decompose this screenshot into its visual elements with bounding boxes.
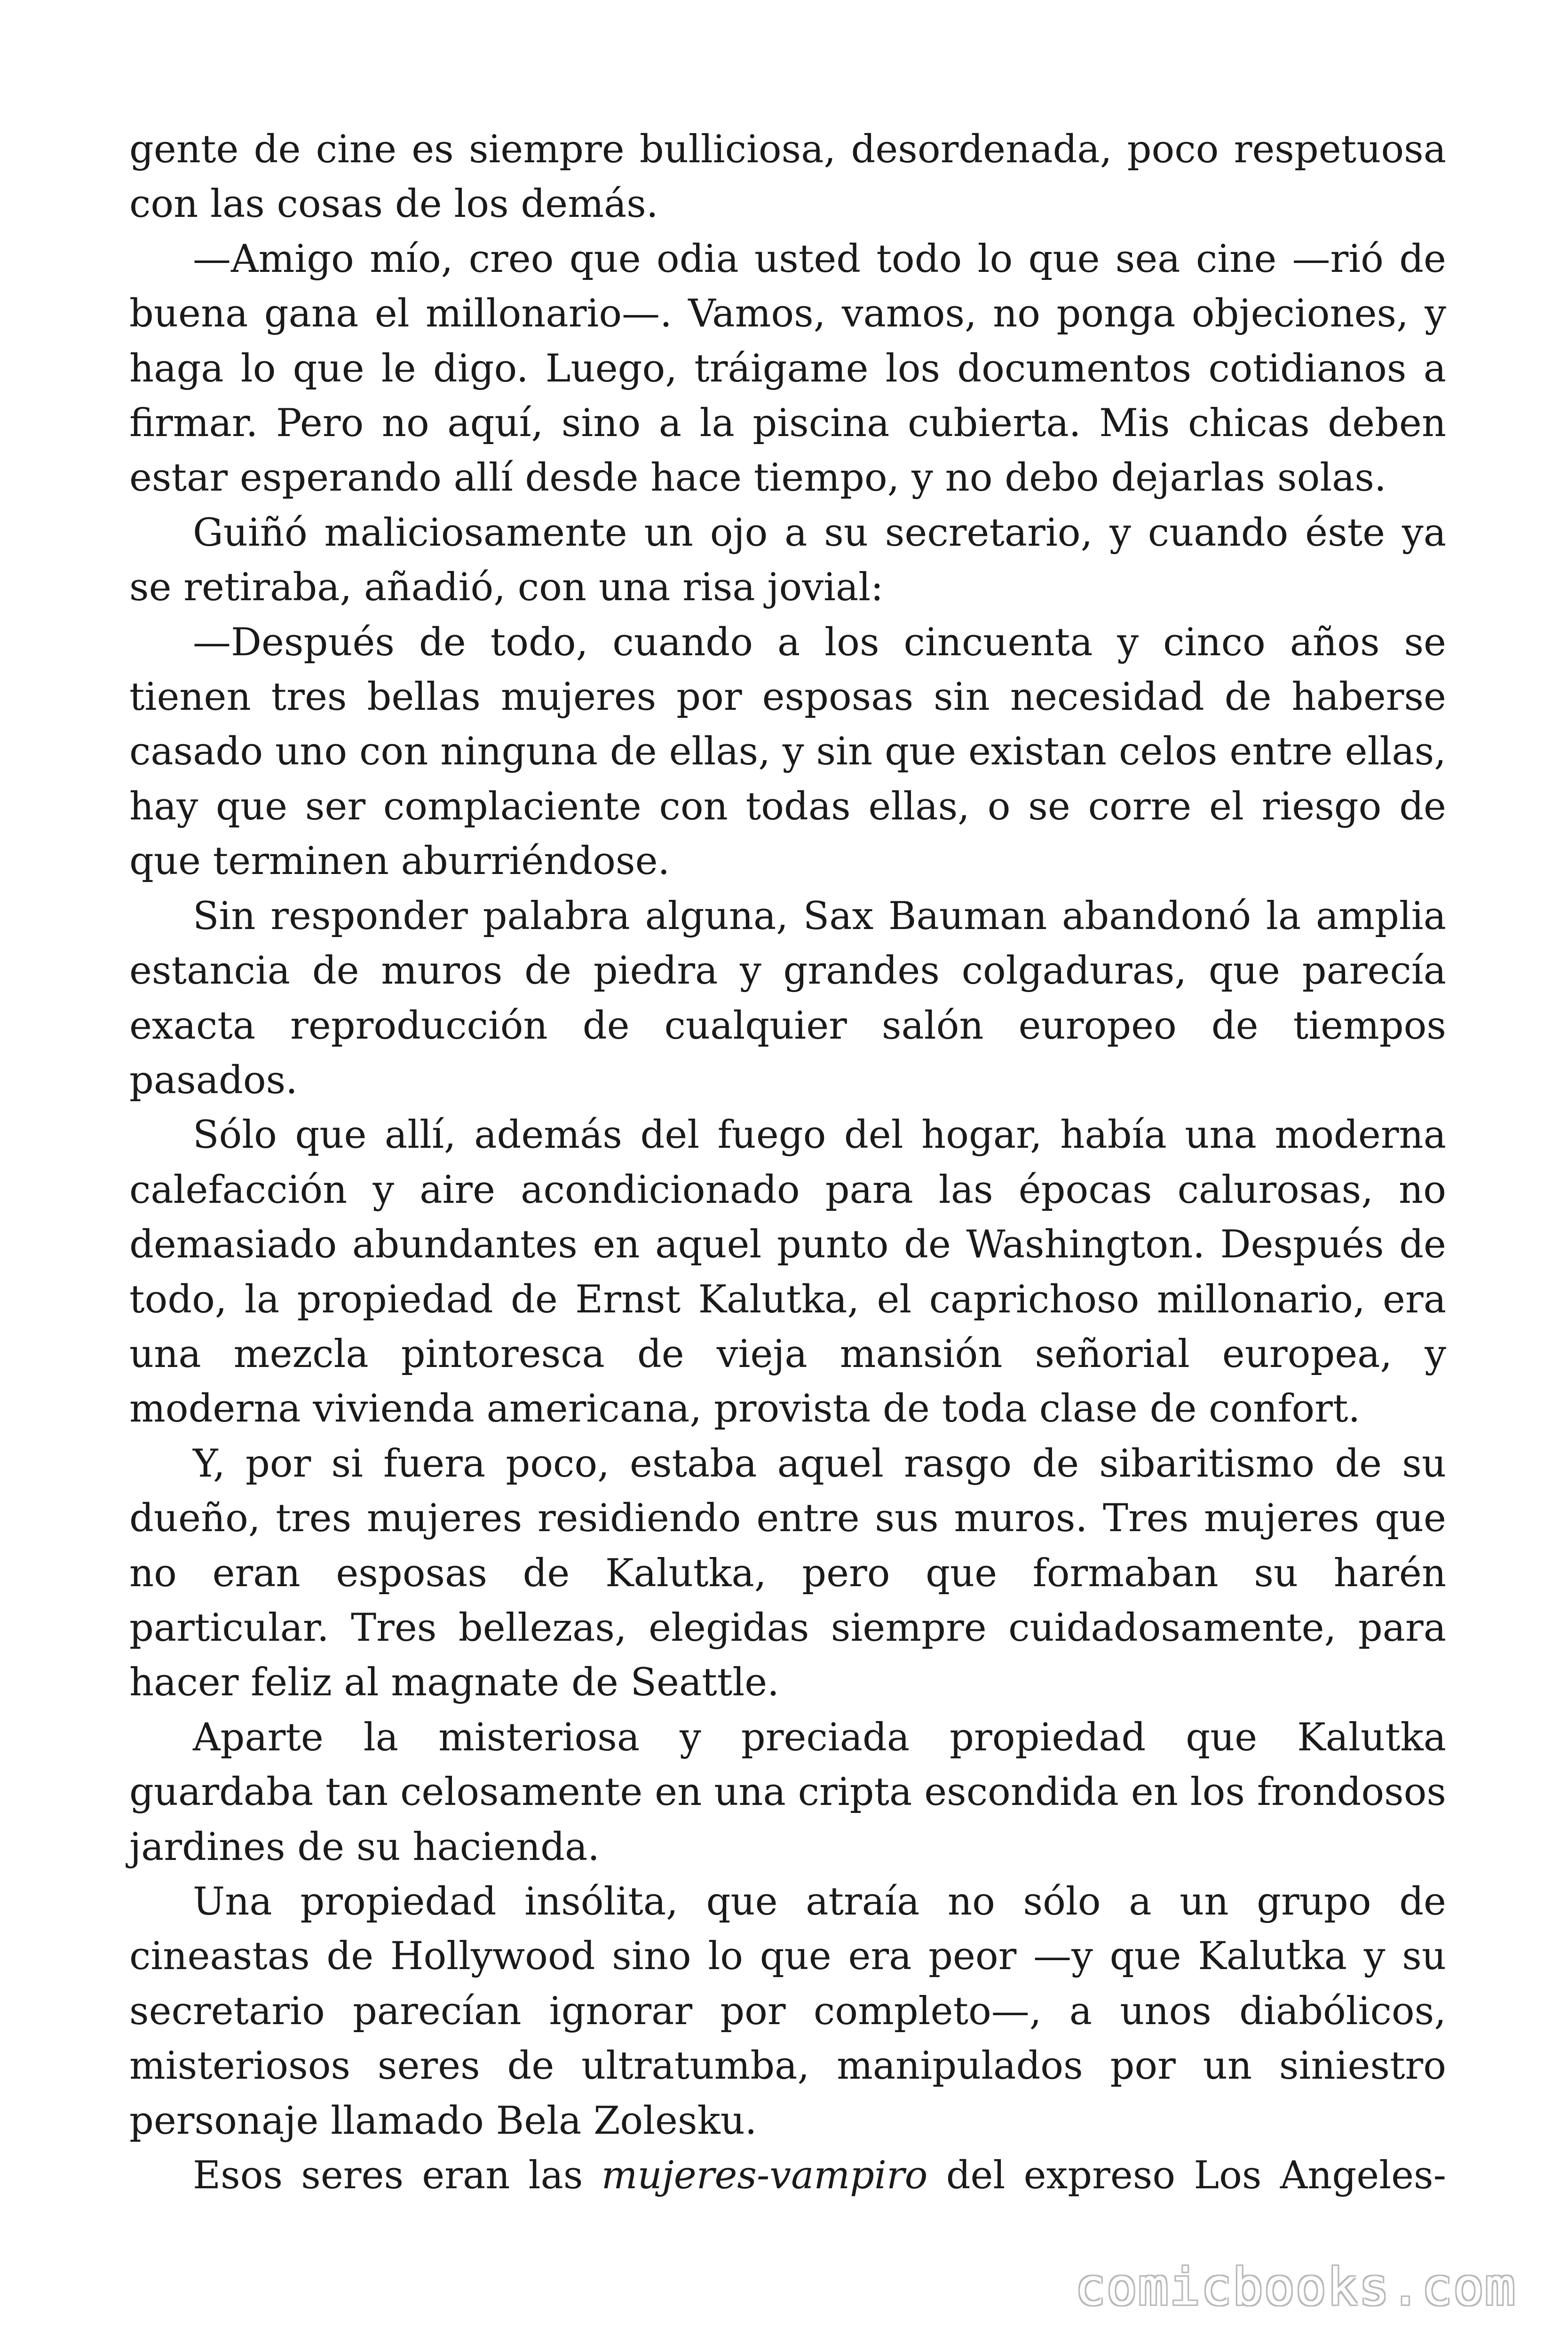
paragraph-6: Sólo que allí, además del fuego del hogar, había una moderna calefacción y aire acondicionado para las épocas calurosas, no demasiado abundantes en aquel punto de Washington. Después de todo, la propiedad de Ernst Kalutka, el caprichoso millonario, era una mezcla pintoresca de vieja mansión señorial europea, y moderna vivienda americana, provista de toda clase de confort. [129,1113,1446,1431]
italic-term: mujeres-vampiro [601,2153,928,2198]
watermark-logo: comicbooks.com [1075,2258,1516,2317]
paragraph-2: —Amigo mío, creo que odia usted todo lo que sea cine —rió de buena gana el millonario—. Vamos, vamos, no ponga objeciones, y haga lo que le digo. Luego, tráigame los documentos cotidianos a firmar. Pero no aquí, sino a la piscina cubierta. Mis chicas deben estar esperando allí desde hace tiempo, y no debo dejarlas solas. [129,237,1446,501]
paragraph-10-start: Esos seres eran las [193,2153,602,2198]
page-text [129,122,1446,2203]
paragraph-4: —Después de todo, cuando a los cincuenta y cinco años se tienen tres bellas mujeres por esposas sin necesidad de haberse casado uno con ninguna de ellas, y sin que existan celos entre ellas, hay que ser complaciente con todas ellas, o se corre el riesgo de que terminen aburriéndose. [129,620,1446,884]
paragraph-1: gente de cine es siempre bulliciosa, desordenada, poco respetuosa con las cosas de los demás. [129,127,1446,227]
paragraph-8: Aparte la misteriosa y preciada propiedad que Kalutka guardaba tan celosamente en una cripta escondida en los frondosos jardines de su hacienda. [129,1715,1446,1869]
paragraph-3: Guiñó maliciosamente un ojo a su secretario, y cuando éste ya se retiraba, añadió, con una risa jovial: [129,510,1446,610]
paragraph-5: Sin responder palabra alguna, Sax Bauman abandonó la amplia estancia de muros de piedra y grandes colgaduras, que parecía exacta reproducción de cualquier salón europeo de tiempos pasados. [129,894,1446,1103]
paragraph-10-end: del expreso Los Angeles- [927,2153,1446,2198]
paragraph-9: Una propiedad insólita, que atraía no sólo a un grupo de cineastas de Hollywood sino lo que era peor —y que Kalutka y su secretario parecían ignorar por completo—, a unos diabólicos, misteriosos seres de ultratumba, manipulados por un siniestro personaje llamado Bela Zolesku. [129,1880,1446,2143]
paragraph-7: Y, por si fuera poco, estaba aquel rasgo de sibaritismo de su dueño, tres mujeres residiendo entre sus muros. Tres mujeres que no eran esposas de Kalutka, pero que formaban su harén particular. Tres bellezas, elegidas siempre cuidadosamente, para hacer feliz al magnate de Seattle. [129,1441,1446,1705]
paragraph-10 [129,2148,1446,2203]
